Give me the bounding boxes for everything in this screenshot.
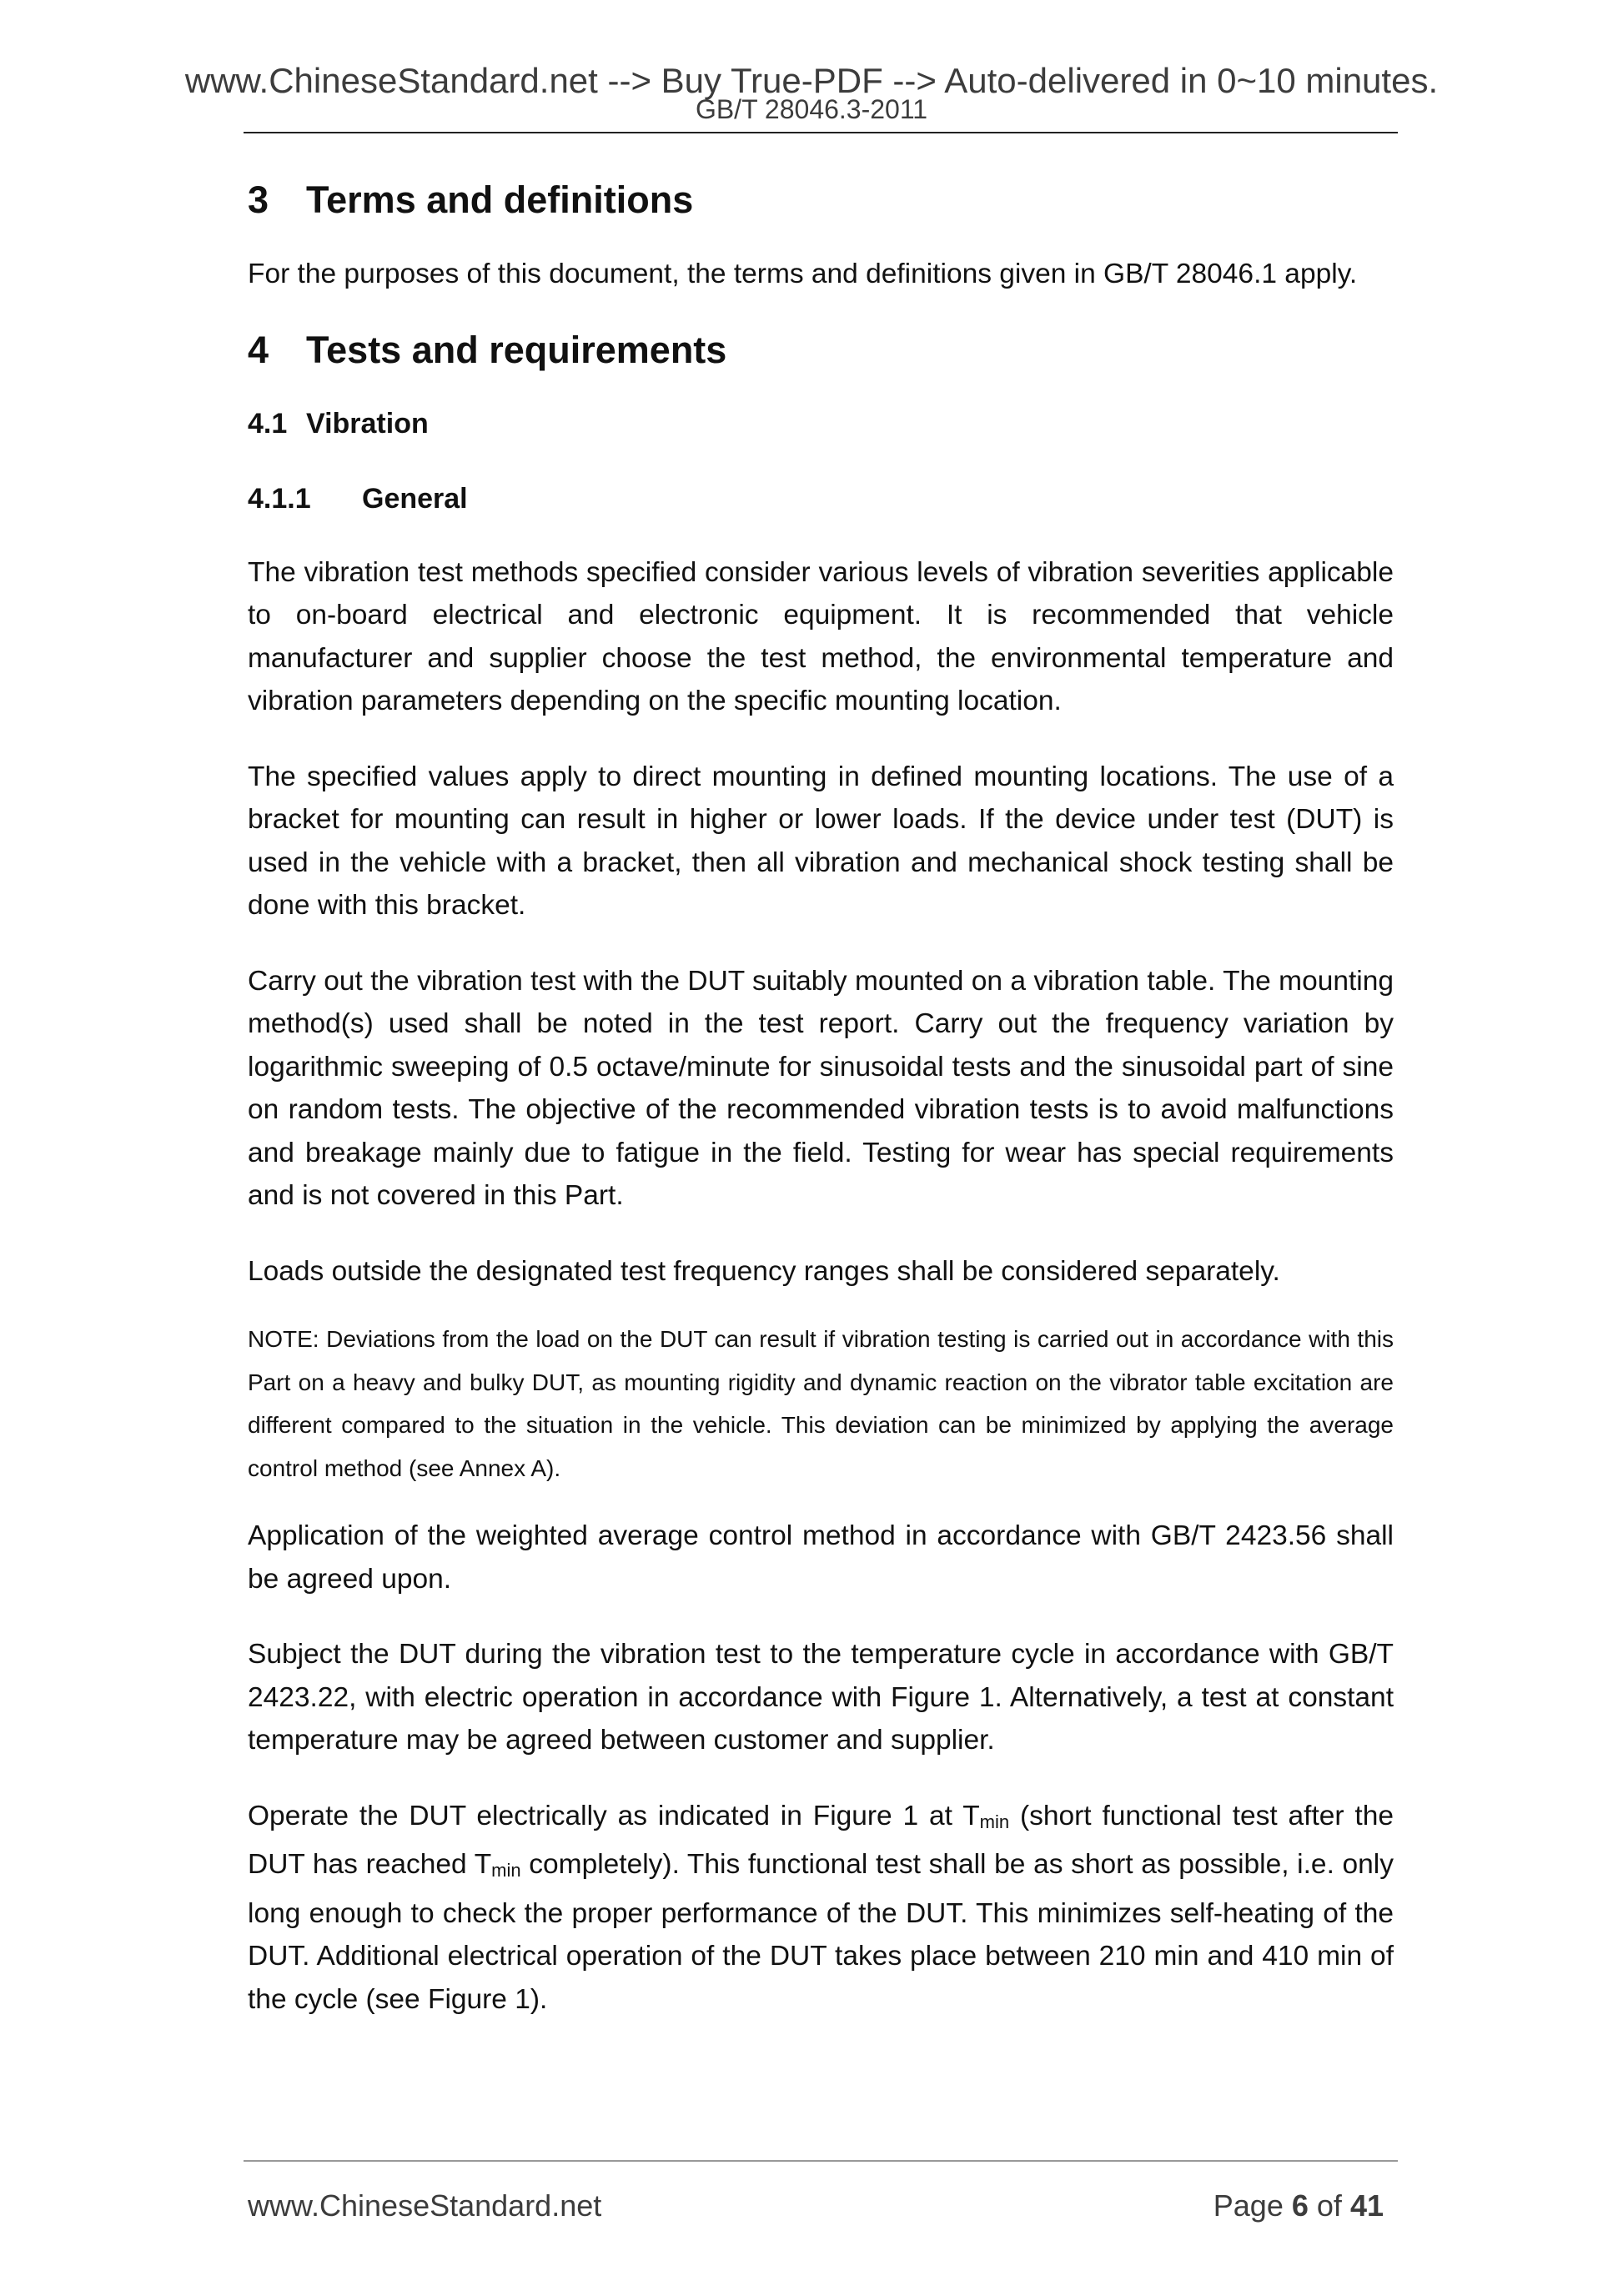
subscript-min: min [491, 1860, 521, 1881]
paragraph-vibration-methods: The vibration test methods specified consider various levels of vibration severities applicable to on-board electrical and electronic equipment. It is recommended that vehicle manufacturer and supplier choose the test method, the environmental temperature and vibration parameters depending on the specific mounting location. [248, 556, 1394, 716]
paragraph-temperature-cycle: Subject the DUT during the vibration test to the temperature cycle in accordance with GB/T 2423.22, with electric operation in accordance with Figure 1. Alternatively, a test at constant temperature may be agreed between customer and supplier. [248, 1639, 1394, 1756]
subsection-4-1-1-heading [248, 478, 1394, 520]
of-label: of [1316, 2188, 1342, 2223]
header-divider [244, 132, 1398, 133]
paragraph-carry-out-test: Carry out the vibration test with the DUT suitably mounted on a vibration table. The mounting method(s) used shall be noted in the test report. Carry out the frequency variation by logarithmic sweeping of 0.5 octave/minute for sinusoidal tests and the sinusoidal part of sine on random tests. The objective of the recommended vibration tests is to avoid malfunctions and breakage mainly due to fatigue in the field. Testing for wear has special requirements and is not covered in this Part. [248, 965, 1394, 1211]
text-run: (short functional test after the DUT has reached T [248, 1800, 1394, 1880]
paragraph-operate-dut [248, 1795, 1394, 2022]
subscript-min: min [979, 1811, 1010, 1832]
subsection-number: 4.1 [248, 407, 288, 440]
text-run: Operate the DUT electrically as indicated in Figure 1 at T [248, 1800, 980, 1831]
header-banner-link[interactable]: www.ChineseStandard.net --> Buy True-PDF --> Auto-delivered in 0~10 minutes. [184, 61, 1439, 100]
page-number: 6 [1291, 2188, 1309, 2223]
standard-id: GB/T 28046.3-2011 [695, 94, 928, 124]
section-number: 4 [248, 328, 269, 371]
note-paragraph: NOTE: Deviations from the load on the DUT can result if vibration testing is carried out in accordance with this Part on a heavy and bulky DUT, as mounting rigidity and dynamic reaction on the vibrator table excitation are different compared to the situation in the vehicle. This deviation can be minimized by applying the average control method (see Annex A). [248, 1326, 1394, 1481]
subsection-4-1-heading [248, 403, 1394, 445]
paragraph-specified-values: The specified values apply to direct mounting in defined mounting locations. The use of a bracket for mounting can result in higher or lower loads. If the device under test (DUT) is used in the vehicle with a bracket, then all vibration and mechanical shock testing shall be done with this bracket. [248, 761, 1394, 921]
page-label: Page [1213, 2188, 1284, 2223]
section-title: Terms and definitions [306, 178, 694, 221]
subsection-number: 4.1.1 [248, 482, 311, 515]
subsection-title: Vibration [306, 407, 429, 440]
page-content [248, 171, 1394, 2021]
page-total: 41 [1349, 2188, 1384, 2223]
paragraph-loads-outside: Loads outside the designated test frequency ranges shall be considered separately. [248, 1255, 1280, 1287]
paragraph-weighted-average: Application of the weighted average control method in accordance with GB/T 2423.56 shall be agreed upon. [248, 1520, 1394, 1595]
section-4-heading [248, 321, 1394, 379]
section-number: 3 [248, 178, 269, 221]
section-title: Tests and requirements [306, 328, 727, 371]
footer-divider [244, 2160, 1398, 2162]
subsection-title: General [362, 482, 468, 515]
footer-site-link[interactable]: www.ChineseStandard.net [248, 2188, 602, 2223]
page-indicator [1213, 2188, 1384, 2223]
section-3-paragraph: For the purposes of this document, the terms and definitions given in GB/T 28046.1 apply. [248, 259, 1358, 289]
text-run: completely). This functional test shall be as short as possible, i.e. only long enough to check the proper performance of the DUT. This minimizes self-heating of the DUT. Additional electrical operation of the DUT takes place between 210 min and 410 min of the cycle (see Figure 1). [248, 1849, 1394, 2015]
section-3-heading [248, 171, 1394, 229]
